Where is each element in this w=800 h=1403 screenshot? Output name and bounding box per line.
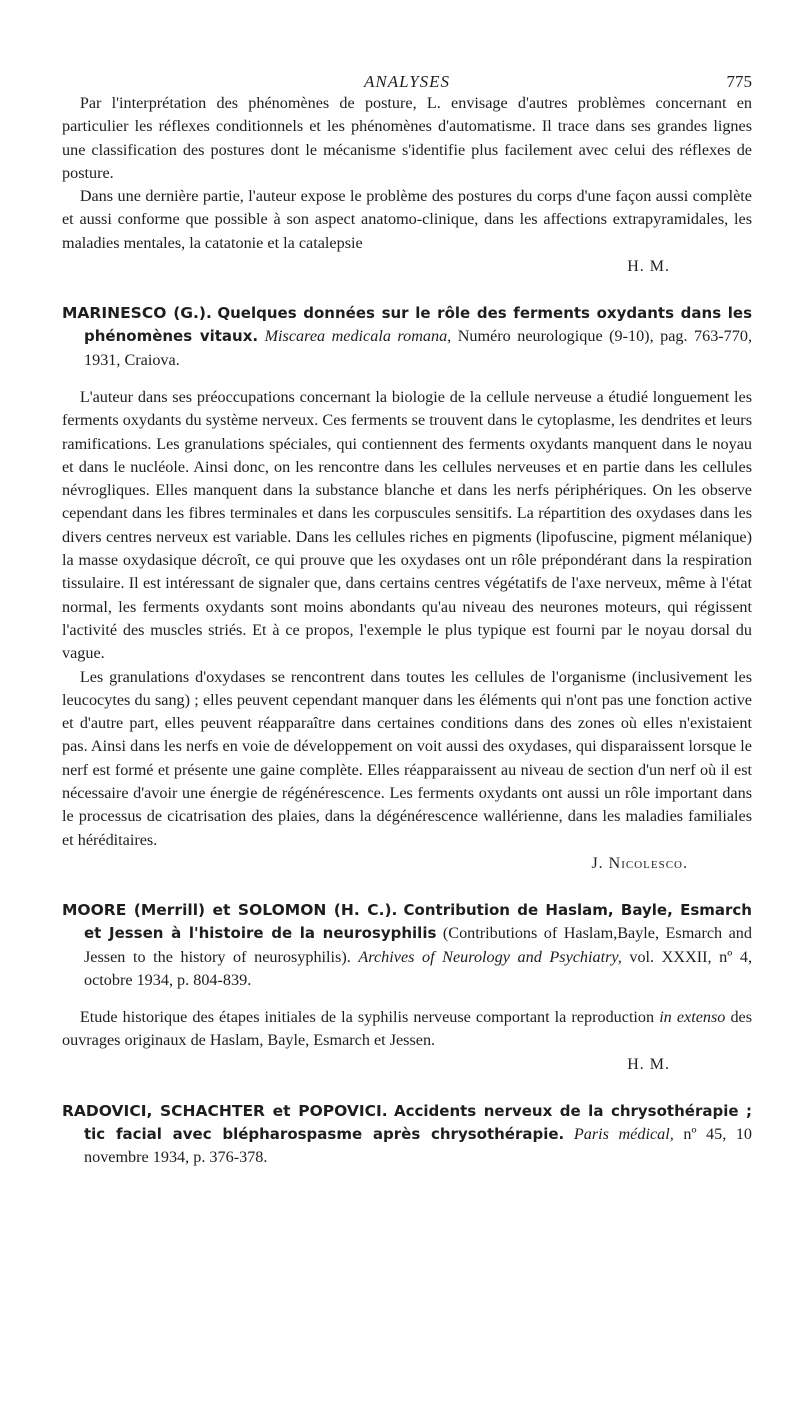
reviewer-signature: H. M. [627,1055,670,1073]
review-marinesco [62,386,752,875]
citation-journal: Paris médical, [573,1124,674,1143]
paragraph [62,1006,752,1053]
citation-author: RADOVICI, SCHACHTER et POPOVICI. [62,1101,388,1120]
citation-details: Numéro neurologique (9-10), pag. 763-770, 1931, Craiova. [84,327,753,369]
review-posture [62,92,752,278]
paragraph-italic: in extenso [659,1008,726,1027]
citation [62,302,752,372]
citation [62,899,752,992]
citation-title: Quelques données sur le rôle des ferments oxydants dans les phénomènes vitaux. [84,304,752,346]
review-moore [62,1006,752,1076]
reviewer-signature: J. Nicolesco. [591,854,688,872]
citation-title: Accidents nerveux de la chrysothérapie ; tic facial avec blépharospasme après chrysothérapie. [84,1101,753,1143]
citation-journal: Archives of Neurology and Psychiatry, [358,947,622,966]
page-number: 775 [726,72,752,91]
page [62,62,752,1184]
citation [62,1100,752,1170]
paragraph-start: Etude historique des étapes initiales de la syphilis nerveuse comportant la reproduction [79,1008,655,1027]
paragraph: Par l'interprétation des phénomènes de posture, L. envisage d'autres problèmes concernant en particulier les réflexes conditionnels et les phénomènes d'automatisme. Il trace dans ses grandes lignes une classification des postures dont le mécanisme s'identifie plus facilement avec celui des réflexes de posture. [62,94,752,182]
citation-translation: (Contributions of Haslam,Bayle, Esmarch and Jessen to the history of neurosyphilis). [84,924,752,966]
header-title: ANALYSES [363,72,451,91]
citation-author: MARINESCO (G.). [62,304,212,323]
paragraph: Dans une dernière partie, l'auteur expose le problème des postures du corps d'une façon aussi complète et aussi conforme que possible à son aspect anatomo-clinique, dans les affections extrapyramidales, les maladies mentales, la catatonie et la catalepsie [62,187,752,252]
reviewer-signature: H. M. [627,258,670,276]
paragraph: L'auteur dans ses préoccupations concernant la biologie de la cellule nerveuse a étudié longuement les ferments oxydants du système nerveux. Ces ferments se trouvent dans le cytoplasme, les dendrites et leurs ramifications. Les granulations spéciales, qui contiennent des ferments oxydants manquent dans le noyau et dans le nucléole. Ainsi donc, on les rencontre dans les cellules nerveuses et en partie dans les cellules névrogliques. Elles manquent dans la substance blanche et dans les nerfs périphériques. On les observe cependant dans les fibres terminales et dans les corpuscules sensitifs. La répartition des oxydases dans les divers centres nerveux est variable. Dans les cellules riches en pigments (lipofuscine, pigment mélanique) la masse oxydasique décroît, ce qui prouve que les oxydases ont un rôle prépondérant dans la respiration tissulaire. Il est intéressant de signaler que, dans certains centres végétatifs de l'axe nerveux, même à l'état normal, les ferments oxydants sont moins abondants qu'au niveau des neurones moteurs, qui régissent l'activité des muscles striés. Et à ce propos, l'exemple le plus typique est fourni par le noyau dorsal du vague. [62,387,752,663]
running-header [62,62,752,92]
citation-details: nº 45, 10 novembre 1934, p. 376-378. [84,1124,753,1167]
paragraph-end: des ouvrages originaux de Haslam, Bayle, Esmarch et Jessen. [62,1008,753,1050]
paragraph: Les granulations d'oxydases se rencontrent dans toutes les cellules de l'organisme (inclusivement les leucocytes du sang) ; elles peuvent cependant manquer dans les éléments qui n'ont pas une fonction active et d'autre part, elles peuvent réapparaître dans certaines conditions dans des zones où elles n'existaient pas. Ainsi dans les nerfs en voie de développement on voit aussi des oxydases, qui disparaissent lorsque le nerf est formé et présente une gaine complète. Elles réapparaissent au niveau de section d'un nerf où il est nécessaire d'avoir une énergie de régénérescence. Les ferments oxydants ont aussi un rôle important dans le processus de cicatrisation des plaies, dans la dégénérescence wallérienne, dans les maladies familiales et héréditaires. [62,667,752,849]
entry-marinesco [62,302,752,372]
citation-author: MOORE (Merrill) et SOLOMON (H. C.). [62,900,398,919]
citation-details: vol. XXXII, nº 4, octobre 1934, p. 804-839. [84,947,753,989]
entry-moore [62,899,752,992]
entry-radovici [62,1100,752,1170]
citation-title: Contribution de Haslam, Bayle, Esmarch et Jessen à l'histoire de la neurosyphilis [84,900,752,943]
citation-journal: Miscarea medicala romana, [264,327,452,346]
